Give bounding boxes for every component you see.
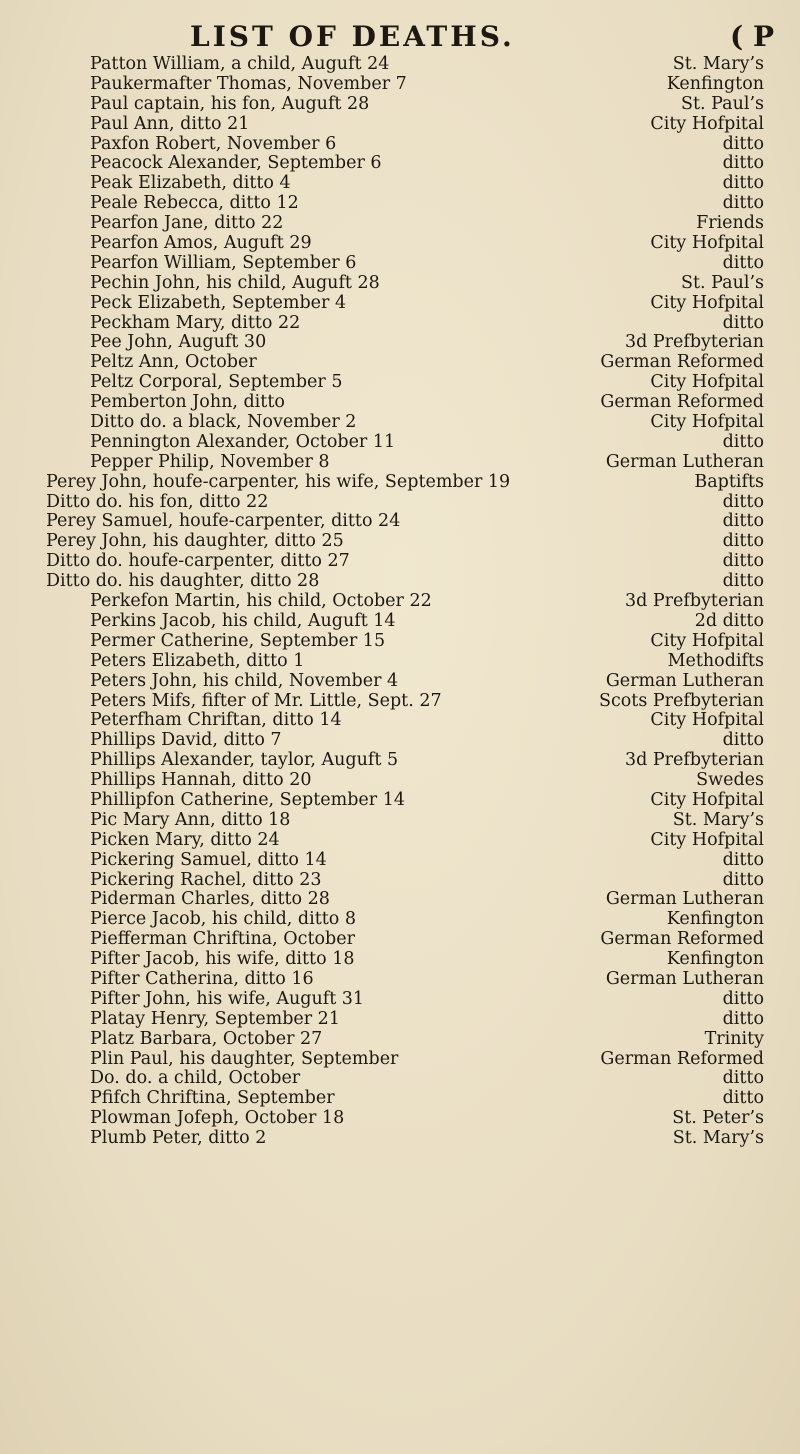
list-item [0, 989, 800, 1009]
list-item [0, 233, 800, 253]
entry-name: Peltz Corporal, September 5 [90, 372, 343, 393]
entry-burial-place: German Lutheran [605, 451, 764, 472]
entry-burial-place: Kenfington [666, 909, 764, 930]
list-item [0, 432, 800, 452]
entry-burial-place: ditto [722, 730, 764, 751]
list-item [0, 54, 800, 74]
entry-name: Paul captain, his fon, Auguft 28 [90, 93, 370, 114]
entry-name: Phillips David, ditto 7 [90, 730, 282, 751]
entry-burial-place: ditto [722, 133, 764, 154]
entry-name: Platz Barbara, October 27 [90, 1028, 323, 1049]
entry-name: Perey John, houfe-carpenter, his wife, September 19 [46, 471, 511, 492]
list-item [0, 651, 800, 671]
entry-burial-place: City Hofpital [650, 630, 764, 651]
list-item [0, 1128, 800, 1148]
entry-name: Picken Mary, ditto 24 [90, 829, 280, 850]
entry-name: Pearfon Amos, Auguft 29 [90, 233, 312, 254]
entry-burial-place: ditto [722, 1008, 764, 1029]
entry-name: Pemberton John, ditto [90, 392, 285, 413]
entry-burial-place: City Hofpital [650, 789, 764, 810]
entry-name: Plumb Peter, ditto 2 [90, 1128, 267, 1149]
entry-burial-place: German Reformed [600, 392, 764, 413]
list-item [0, 352, 800, 372]
entry-name: Pearfon William, September 6 [90, 252, 357, 273]
entry-burial-place: 3d Prefbyterian [624, 332, 764, 353]
entry-name: Perey John, his daughter, ditto 25 [46, 531, 344, 552]
list-item [0, 571, 800, 591]
list-item [0, 253, 800, 273]
entry-name: Permer Catherine, September 15 [90, 630, 386, 651]
entry-burial-place: St. Paul’s [681, 93, 764, 114]
entry-name: Pickering Samuel, ditto 14 [90, 849, 327, 870]
list-item [0, 631, 800, 651]
entry-burial-place: ditto [722, 252, 764, 273]
list-item [0, 870, 800, 890]
entry-burial-place: City Hofpital [650, 113, 764, 134]
entry-burial-place: German Lutheran [605, 968, 764, 989]
entry-name: Perkins Jacob, his child, Auguft 14 [90, 610, 396, 631]
list-item [0, 293, 800, 313]
list-item [0, 153, 800, 173]
entry-name: Ditto do. his daughter, ditto 28 [46, 571, 320, 592]
list-item [0, 691, 800, 711]
entry-burial-place: ditto [722, 312, 764, 333]
list-item [0, 1049, 800, 1069]
entry-name: Peale Rebecca, ditto 12 [90, 193, 299, 214]
list-item [0, 492, 800, 512]
list-item [0, 332, 800, 352]
entry-name: Piefferman Chriftina, October [90, 929, 355, 950]
entry-burial-place: ditto [722, 491, 764, 512]
entry-burial-place: St. Paul’s [681, 272, 764, 293]
entry-burial-place: German Reformed [600, 352, 764, 373]
entry-name: Paul Ann, ditto 21 [90, 113, 250, 134]
entry-burial-place: St. Mary’s [672, 54, 764, 74]
entry-name: Paukermafter Thomas, November 7 [90, 73, 407, 94]
entry-burial-place: City Hofpital [650, 292, 764, 313]
entry-name: Plin Paul, his daughter, September [90, 1048, 399, 1069]
list-item [0, 790, 800, 810]
entry-burial-place: St. Mary’s [672, 1128, 764, 1149]
list-item [0, 472, 800, 492]
entry-name: Peterfham Chriftan, ditto 14 [90, 710, 342, 731]
entry-name: Paxfon Robert, November 6 [90, 133, 337, 154]
entry-name: Pifter Jacob, his wife, ditto 18 [90, 949, 355, 970]
entry-name: Ditto do. houfe-carpenter, ditto 27 [46, 551, 350, 572]
entry-name: Peters John, his child, November 4 [90, 670, 399, 691]
list-item [0, 750, 800, 770]
list-item [0, 1108, 800, 1128]
entry-burial-place: ditto [722, 988, 764, 1009]
list-item [0, 114, 800, 134]
entry-burial-place: ditto [722, 1068, 764, 1089]
list-item [0, 611, 800, 631]
list-item [0, 909, 800, 929]
entry-name: Peacock Alexander, September 6 [90, 153, 382, 174]
list-item [0, 1088, 800, 1108]
entry-burial-place: ditto [722, 153, 764, 174]
entry-burial-place: Friends [696, 213, 764, 234]
entry-name: Pee John, Auguft 30 [90, 332, 267, 353]
entry-name: Plowman Jofeph, October 18 [90, 1108, 345, 1129]
list-item [0, 770, 800, 790]
entry-burial-place: Kenfington [666, 949, 764, 970]
entry-burial-place: German Reformed [600, 1048, 764, 1069]
entry-name: Pfifch Chriftina, September [90, 1088, 335, 1109]
entry-burial-place: City Hofpital [650, 829, 764, 850]
list-item [0, 313, 800, 333]
entry-name: Pifter Catherina, ditto 16 [90, 968, 314, 989]
list-item [0, 74, 800, 94]
list-item [0, 193, 800, 213]
entry-burial-place: ditto [722, 431, 764, 452]
entry-burial-place: 2d ditto [694, 610, 764, 631]
list-item [0, 730, 800, 750]
entry-burial-place: ditto [722, 1088, 764, 1109]
list-item [0, 1009, 800, 1029]
list-item [0, 134, 800, 154]
entry-burial-place: 3d Prefbyterian [624, 750, 764, 771]
entry-burial-place: ditto [722, 193, 764, 214]
entry-burial-place: City Hofpital [650, 233, 764, 254]
entry-name: Ditto do. his fon, ditto 22 [46, 491, 269, 512]
page-header [0, 20, 800, 53]
entry-name: Pearfon Jane, ditto 22 [90, 213, 284, 234]
death-list [0, 54, 800, 1148]
entry-name: Pennington Alexander, October 11 [90, 431, 396, 452]
entry-burial-place: St. Mary’s [672, 809, 764, 830]
entry-name: Peckham Mary, ditto 22 [90, 312, 301, 333]
entry-burial-place: ditto [722, 849, 764, 870]
list-item [0, 929, 800, 949]
entry-burial-place: St. Peter’s [672, 1108, 764, 1129]
list-item [0, 392, 800, 412]
entry-name: Peltz Ann, October [90, 352, 257, 373]
list-item [0, 850, 800, 870]
entry-name: Pifter John, his wife, Auguft 31 [90, 988, 365, 1009]
entry-burial-place: German Reformed [600, 929, 764, 950]
entry-name: Peters Elizabeth, ditto 1 [90, 650, 305, 671]
entry-name: Phillipfon Catherine, September 14 [90, 789, 405, 810]
entry-burial-place: Baptifts [694, 471, 764, 492]
entry-name: Patton William, a child, Auguft 24 [90, 54, 390, 74]
entry-burial-place: Trinity [704, 1028, 764, 1049]
list-item [0, 1068, 800, 1088]
entry-burial-place: ditto [722, 173, 764, 194]
entry-name: Peters Mifs, fifter of Mr. Little, Sept. 27 [90, 690, 442, 711]
entry-burial-place: City Hofpital [650, 412, 764, 433]
list-item [0, 810, 800, 830]
entry-name: Pechin John, his child, Auguft 28 [90, 272, 380, 293]
entry-burial-place: City Hofpital [650, 710, 764, 731]
entry-name: Pickering Rachel, ditto 23 [90, 869, 322, 890]
entry-name: Pic Mary Ann, ditto 18 [90, 809, 291, 830]
entry-burial-place: Methodifts [667, 650, 764, 671]
list-item [0, 213, 800, 233]
entry-burial-place: Scots Prefbyterian [598, 690, 764, 711]
list-item [0, 372, 800, 392]
list-item [0, 452, 800, 472]
list-item [0, 412, 800, 432]
list-item [0, 949, 800, 969]
list-item [0, 173, 800, 193]
entry-name: Do. do. a child, October [90, 1068, 301, 1089]
entry-burial-place: 3d Prefbyterian [624, 591, 764, 612]
entry-burial-place: ditto [722, 551, 764, 572]
page-title: LIST OF DEATHS. [190, 20, 515, 53]
list-item [0, 830, 800, 850]
list-item [0, 94, 800, 114]
page-number: ( P [730, 20, 775, 53]
entry-burial-place: ditto [722, 511, 764, 532]
list-item [0, 531, 800, 551]
entry-burial-place: Swedes [696, 770, 764, 791]
entry-name: Platay Henry, September 21 [90, 1008, 340, 1029]
list-item [0, 591, 800, 611]
entry-name: Pepper Philip, November 8 [90, 451, 330, 472]
list-item [0, 551, 800, 571]
entry-burial-place: German Lutheran [605, 670, 764, 691]
entry-name: Perey Samuel, houfe-carpenter, ditto 24 [46, 511, 401, 532]
list-item [0, 511, 800, 531]
entry-name: Phillips Alexander, taylor, Auguft 5 [90, 750, 399, 771]
entry-burial-place: Kenfington [666, 73, 764, 94]
entry-burial-place: City Hofpital [650, 372, 764, 393]
list-item [0, 671, 800, 691]
entry-burial-place: ditto [722, 869, 764, 890]
entry-name: Perkefon Martin, his child, October 22 [90, 591, 432, 612]
entry-name: Ditto do. a black, November 2 [90, 412, 357, 433]
entry-name: Piderman Charles, ditto 28 [90, 889, 330, 910]
list-item [0, 1029, 800, 1049]
list-item [0, 889, 800, 909]
entry-name: Pierce Jacob, his child, ditto 8 [90, 909, 357, 930]
list-item [0, 273, 800, 293]
entry-name: Phillips Hannah, ditto 20 [90, 770, 312, 791]
list-item [0, 710, 800, 730]
entry-burial-place: ditto [722, 571, 764, 592]
entry-burial-place: German Lutheran [605, 889, 764, 910]
entry-burial-place: ditto [722, 531, 764, 552]
entry-name: Peck Elizabeth, September 4 [90, 292, 347, 313]
entry-name: Peak Elizabeth, ditto 4 [90, 173, 291, 194]
list-item [0, 969, 800, 989]
